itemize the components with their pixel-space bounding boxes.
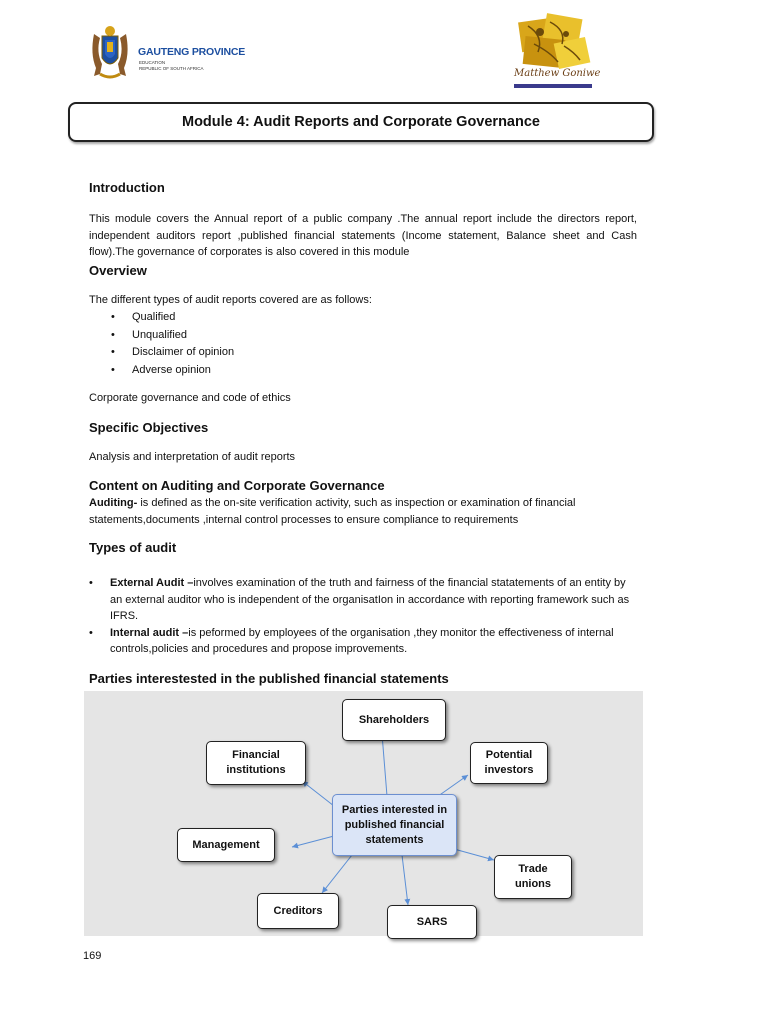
list-item — [89, 575, 635, 625]
list-item: • Unqualified — [111, 327, 234, 345]
auditing-definition — [89, 495, 639, 528]
parties-diagram — [84, 691, 643, 936]
introduction-body: This module covers the Annual report of a public company .The annual report include the directors report, independent auditors report ,published financial statements (Income statement, Balance sheet and Cash flow).The governance of corporates is also covered in this module — [89, 213, 637, 258]
gauteng-sub-education: EDUCATION — [139, 60, 166, 65]
leaf-cluster-icon — [514, 12, 594, 70]
overview-lead: The different types of audit reports covered are as follows: — [89, 294, 372, 306]
introduction-heading: Introduction — [89, 180, 165, 195]
overview-heading: Overview — [89, 263, 147, 278]
matthew-goniwe-logo — [514, 12, 601, 90]
list-item: • Disclaimer of opinion — [111, 344, 234, 362]
node-financial-institutions — [206, 741, 306, 785]
objectives-heading: Specific Objectives — [89, 420, 209, 435]
matthew-goniwe-text: Matthew Goniwe — [514, 68, 601, 79]
node-potential-investors — [470, 742, 548, 784]
list-item — [89, 625, 635, 658]
arrow-financial — [302, 781, 334, 806]
external-audit-term: External Audit – — [110, 577, 194, 589]
internal-audit-text: is peformed by employees of the organisation ,they monitor the effectiveness of internal controls,policies and procedures and propose improvements. — [110, 626, 614, 655]
content-heading: Content on Auditing and Corporate Governance — [89, 478, 385, 493]
parties-heading: Parties interestested in the published financial statements — [89, 671, 449, 686]
arrow-creditors — [322, 855, 352, 893]
module-title: Module 4: Audit Reports and Corporate Governance — [182, 114, 540, 130]
arrow-management — [292, 836, 334, 847]
logo-underline-bar — [514, 84, 592, 88]
objectives-body: Analysis and interpretation of audit reports — [89, 451, 296, 463]
center-label: Parties interested in published financial statements — [341, 803, 448, 846]
node-creditors — [257, 893, 339, 929]
node-label: Creditors — [273, 904, 323, 917]
internal-audit-term: Internal audit – — [110, 626, 189, 639]
external-audit-text: involves examination of the truth and fairness of the financial statatements of an entity by an external auditor who is independent of the organisatIon in accordance with reporting framework such as IFRS. — [110, 577, 630, 622]
audit-types-list — [89, 575, 635, 658]
gauteng-brand-text: GAUTENG PROVINCE — [138, 46, 246, 58]
node-trade-unions — [494, 855, 572, 899]
auditing-definition-text: is defined as the on-site verification activity, such as inspection or examination of financial statements,documents ,internal control processes to ensure compliance to requirements — [89, 497, 576, 526]
overview-closing: Corporate governance and code of ethics — [89, 392, 291, 404]
list-item: • Adverse opinion — [111, 362, 234, 380]
audit-report-types-list — [111, 309, 234, 379]
node-label: Financial institutions — [226, 749, 286, 776]
arrow-trade — [454, 849, 494, 860]
coat-of-arms-icon — [86, 24, 134, 80]
gauteng-logo — [86, 24, 246, 82]
node-label: Management — [192, 838, 260, 851]
node-label: Potential investors — [484, 749, 534, 776]
list-item: • Qualified — [111, 309, 234, 327]
node-management — [177, 828, 275, 862]
node-label: Trade unions — [514, 863, 552, 890]
node-label: SARS — [416, 915, 448, 928]
node-center — [332, 794, 457, 856]
module-title-box — [68, 102, 654, 142]
node-shareholders — [342, 699, 446, 741]
node-label: Shareholders — [358, 713, 430, 726]
page-number: 169 — [83, 950, 102, 962]
gauteng-sub-republic: REPUBLIC OF SOUTH AFRICA — [139, 66, 204, 71]
types-heading: Types of audit — [89, 540, 177, 555]
auditing-term: Auditing- — [89, 497, 138, 509]
arrow-shareholders — [382, 734, 387, 796]
arrow-sars — [402, 855, 408, 905]
node-sars — [387, 905, 477, 939]
